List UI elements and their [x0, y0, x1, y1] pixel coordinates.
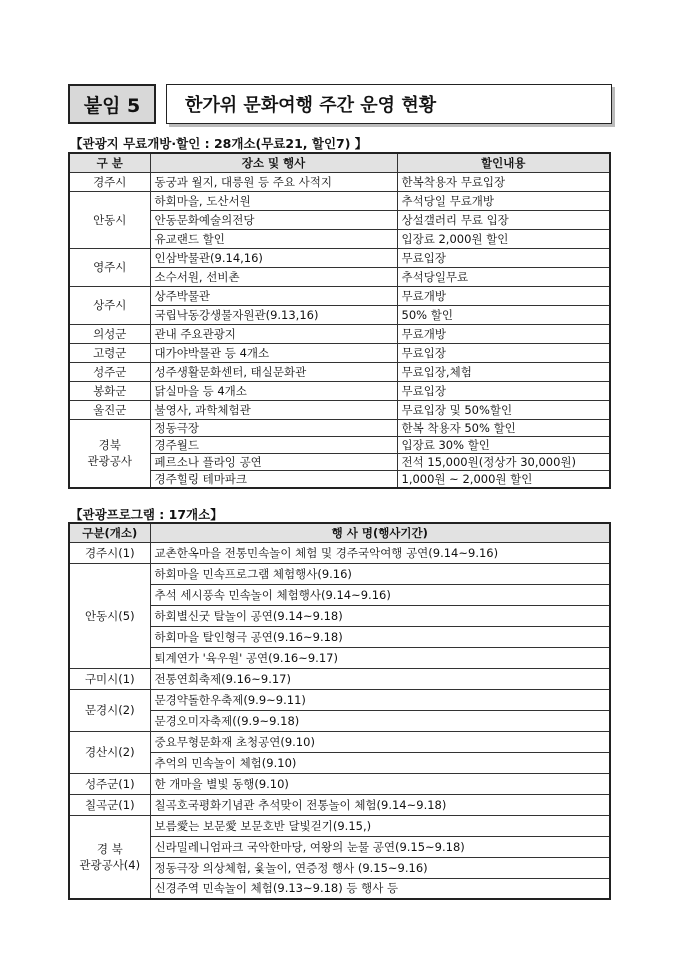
table-row — [69, 689, 610, 710]
discount-cell: 한복 착용자 50% 할인 — [397, 419, 610, 436]
table-row — [69, 419, 610, 436]
column-header: 할인내용 — [397, 153, 610, 172]
attachment-tag: 붙임 5 — [68, 84, 156, 124]
region-cell: 안동시 — [69, 191, 150, 248]
discount-cell: 상설갤러리 무료 입장 — [397, 210, 610, 229]
event-cell: 신경주역 민속놀이 체험(9.13~9.18) 등 행사 등 — [150, 878, 610, 899]
table-row — [69, 836, 610, 857]
table-row — [69, 229, 610, 248]
table-row — [69, 324, 610, 343]
table-row — [69, 668, 610, 689]
discount-cell: 무료입장 및 50%할인 — [397, 400, 610, 419]
table-row — [69, 453, 610, 470]
place-cell: 닭실마을 등 4개소 — [150, 381, 397, 400]
region-cell: 경산시(2) — [69, 731, 150, 773]
discount-cell: 전석 15,000원(정상가 30,000원) — [397, 453, 610, 470]
place-cell: 관내 주요관광지 — [150, 324, 397, 343]
event-cell: 퇴계연가 '육우원' 공연(9.16~9.17) — [150, 647, 610, 668]
table-row — [69, 773, 610, 794]
region-cell: 문경시(2) — [69, 689, 150, 731]
table-row — [69, 584, 610, 605]
section1-heading: 【관광지 무료개방·할인 : 28개소(무료21, 할인7) 】 — [70, 136, 368, 151]
place-cell: 정동극장 — [150, 419, 397, 436]
discount-cell: 무료개방 — [397, 324, 610, 343]
event-cell: 추석 세시풍속 민속놀이 체험행사(9.14~9.16) — [150, 584, 610, 605]
discount-cell: 무료입장 — [397, 248, 610, 267]
place-cell: 경주힐링 테마파크 — [150, 470, 397, 488]
table-row — [69, 542, 610, 563]
discount-cell: 1,000원 ~ 2,000원 할인 — [397, 470, 610, 488]
table-row — [69, 626, 610, 647]
column-header: 장소 및 행사 — [150, 153, 397, 172]
region-cell: 구미시(1) — [69, 668, 150, 689]
region-cell: 의성군 — [69, 324, 150, 343]
section2-heading: 【관광프로그램 : 17개소】 — [70, 507, 223, 522]
place-cell: 안동문화예술의전당 — [150, 210, 397, 229]
region-cell: 경북 관광공사 — [69, 419, 150, 488]
event-cell: 하회별신굿 탈놀이 공연(9.14~9.18) — [150, 605, 610, 626]
place-cell: 페르소나 플라잉 공연 — [150, 453, 397, 470]
table-row — [69, 857, 610, 878]
table-header-row — [69, 523, 610, 542]
region-cell: 성주군(1) — [69, 773, 150, 794]
place-cell: 성주생활문화센터, 태실문화관 — [150, 362, 397, 381]
table-row — [69, 878, 610, 899]
region-cell: 경주시(1) — [69, 542, 150, 563]
event-cell: 칠곡호국평화기념관 추석맞이 전통놀이 체험(9.14~9.18) — [150, 794, 610, 815]
event-cell: 전통연희축제(9.16~9.17) — [150, 668, 610, 689]
place-cell: 하회마을, 도산서원 — [150, 191, 397, 210]
column-header: 행 사 명(행사기간) — [150, 523, 610, 542]
table-row — [69, 286, 610, 305]
discount-cell: 입장료 30% 할인 — [397, 436, 610, 453]
place-cell: 대가야박물관 등 4개소 — [150, 343, 397, 362]
discount-cell: 한복착용자 무료입장 — [397, 172, 610, 191]
region-cell: 상주시 — [69, 286, 150, 324]
place-cell: 동궁과 월지, 대릉원 등 주요 사적지 — [150, 172, 397, 191]
place-cell: 상주박물관 — [150, 286, 397, 305]
event-cell: 중요무형문화재 초청공연(9.10) — [150, 731, 610, 752]
table-row — [69, 436, 610, 453]
region-cell: 울진군 — [69, 400, 150, 419]
event-cell: 하회마을 탈인형극 공연(9.16~9.18) — [150, 626, 610, 647]
table-row — [69, 605, 610, 626]
table-row — [69, 267, 610, 286]
place-cell: 소수서원, 선비촌 — [150, 267, 397, 286]
program-table — [68, 522, 611, 900]
region-cell: 고령군 — [69, 343, 150, 362]
event-cell: 한 개마을 별빛 동행(9.10) — [150, 773, 610, 794]
discount-cell: 추석당일무료 — [397, 267, 610, 286]
discount-cell: 무료개방 — [397, 286, 610, 305]
table-row — [69, 563, 610, 584]
event-cell: 하회마을 민속프로그램 체험행사(9.16) — [150, 563, 610, 584]
event-cell: 교촌한옥마을 전통민속놀이 체험 및 경주국악여행 공연(9.14~9.16) — [150, 542, 610, 563]
region-cell: 봉화군 — [69, 381, 150, 400]
discount-cell: 50% 할인 — [397, 305, 610, 324]
table-row — [69, 400, 610, 419]
column-header: 구 분 — [69, 153, 150, 172]
table-row — [69, 470, 610, 488]
place-cell: 인삼박물관(9.14,16) — [150, 248, 397, 267]
table-row — [69, 172, 610, 191]
discount-cell: 무료입장 — [397, 343, 610, 362]
event-cell: 정동극장 의상체험, 윷놀이, 연증정 행사 (9.15~9.16) — [150, 857, 610, 878]
region-cell: 칠곡군(1) — [69, 794, 150, 815]
region-cell: 안동시(5) — [69, 563, 150, 668]
table-row — [69, 248, 610, 267]
table-row — [69, 710, 610, 731]
table-row — [69, 794, 610, 815]
region-cell: 영주시 — [69, 248, 150, 286]
table-row — [69, 210, 610, 229]
table-row — [69, 815, 610, 836]
table-row — [69, 752, 610, 773]
region-cell: 경 북 관광공사(4) — [69, 815, 150, 899]
table-row — [69, 343, 610, 362]
place-cell: 경주월드 — [150, 436, 397, 453]
column-header: 구분(개소) — [69, 523, 150, 542]
region-cell: 성주군 — [69, 362, 150, 381]
place-cell: 불영사, 과학체험관 — [150, 400, 397, 419]
table-header-row — [69, 153, 610, 172]
table-row — [69, 191, 610, 210]
event-cell: 보름愛는 보문愛 보문호반 달빛걷기(9.15,) — [150, 815, 610, 836]
table-row — [69, 381, 610, 400]
discount-cell: 입장료 2,000원 할인 — [397, 229, 610, 248]
document-title: 한가위 문화여행 주간 운영 현황 — [166, 84, 612, 124]
event-cell: 추억의 민속놀이 체험(9.10) — [150, 752, 610, 773]
region-cell: 경주시 — [69, 172, 150, 191]
event-cell: 문경약돌한우축제(9.9~9.11) — [150, 689, 610, 710]
place-cell: 국립낙동강생물자원관(9.13,16) — [150, 305, 397, 324]
discount-table — [68, 152, 611, 489]
discount-cell: 무료입장,체험 — [397, 362, 610, 381]
discount-cell: 무료입장 — [397, 381, 610, 400]
table-row — [69, 305, 610, 324]
table-row — [69, 731, 610, 752]
discount-cell: 추석당일 무료개방 — [397, 191, 610, 210]
table-row — [69, 362, 610, 381]
table-row — [69, 647, 610, 668]
place-cell: 유교랜드 할인 — [150, 229, 397, 248]
event-cell: 신라밀레니엄파크 국악한마당, 여왕의 눈물 공연(9.15~9.18) — [150, 836, 610, 857]
event-cell: 문경오미자축제((9.9~9.18) — [150, 710, 610, 731]
